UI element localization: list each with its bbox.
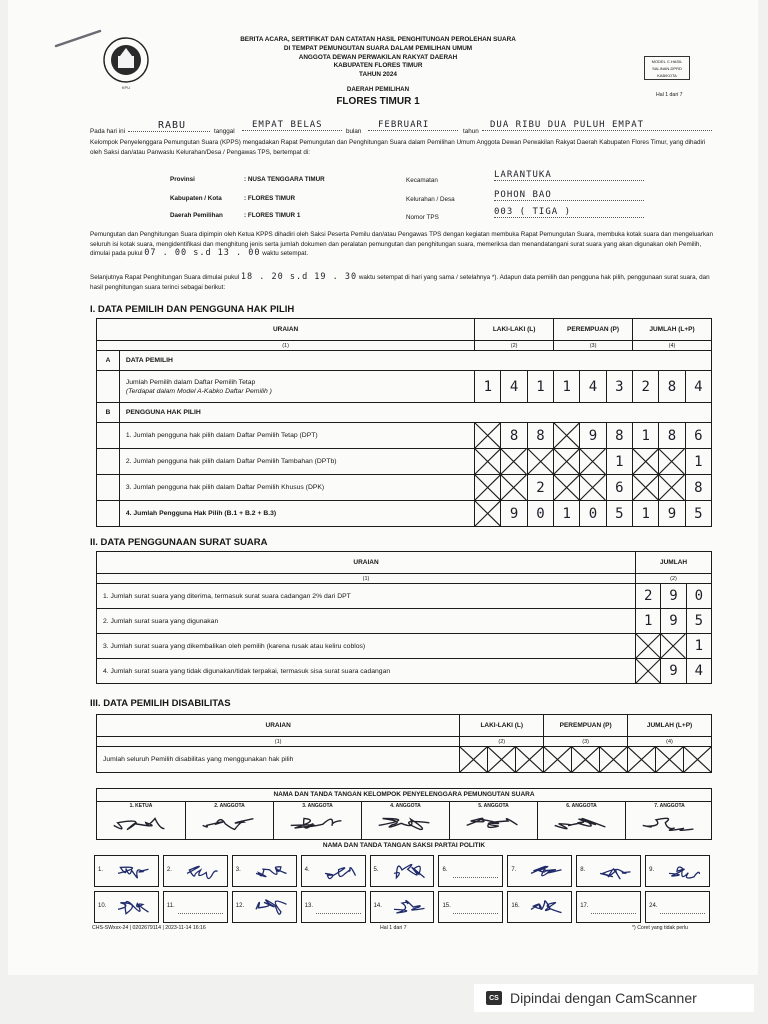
- s1-b1-l-crossed-0: [475, 423, 501, 449]
- saksi-signature-scribble: [387, 895, 434, 921]
- bulan-label: bulan: [346, 128, 362, 135]
- saksi-number-label: 2.: [166, 867, 172, 873]
- saksi-signature-scribble: [593, 859, 640, 885]
- saksi-blank-line: [660, 913, 705, 914]
- form-code-2: SALINAN-DPRD: [652, 66, 682, 71]
- saksi-signature-cell: [370, 891, 435, 923]
- s1-header-uraian: URAIAN: [97, 319, 475, 341]
- kpps-signature-cell: [273, 802, 361, 839]
- s2-r2-digit-0: 1: [636, 609, 661, 634]
- saksi-signature-cell: [507, 891, 572, 923]
- saksi-signature-scribble: [318, 859, 365, 885]
- s1-num-2: (2): [475, 341, 554, 351]
- s1-b3-j-crossed-0: [633, 475, 659, 501]
- document-sheet: [8, 0, 758, 975]
- s1-b2-l-crossed-2: [527, 449, 553, 475]
- saksi-signature-cell: [370, 855, 435, 887]
- tahun-value: DUA RIBU DUA PULUH EMPAT: [482, 120, 712, 131]
- s2-num-1: (1): [97, 574, 636, 584]
- camscanner-watermark: [474, 984, 754, 1012]
- saksi-number-label: 6.: [442, 867, 448, 873]
- header-line-4: KABUPATEN FLORES TIMUR: [333, 62, 423, 70]
- header-line-5: TAHUN 2024: [359, 71, 397, 79]
- dapil-label: DAERAH PEMILIHAN: [346, 86, 410, 93]
- saksi-signature-cell: [301, 855, 366, 887]
- saksi-signature-cell: [232, 891, 297, 923]
- counting-end: waktu setempat di hari yang sama / setelahnya *). Adapun data pemilih dan pengguna hak pilih, penggunaan surat suara, dan hasil penghitungan suara terinci sebagai berikut:: [90, 274, 710, 291]
- s3-row-r1: [97, 747, 712, 773]
- s3-crossed-cell-5: [600, 747, 628, 773]
- saksi-signature-scribble: [524, 895, 571, 921]
- footer-page: Hal 1 dari 7: [380, 925, 407, 931]
- s1-a-j-2: 4: [685, 371, 711, 403]
- provinsi-value: : NUSA TENGGARA TIMUR: [244, 176, 325, 183]
- s1-a-p-2: 3: [606, 371, 632, 403]
- s1-header-l: LAKI-LAKI (L): [475, 319, 554, 341]
- s2-r3-crossed-cell-0: [636, 634, 661, 659]
- tps-label: Nomor TPS: [406, 214, 439, 221]
- kpps-role-label: 2. ANGGOTA: [214, 803, 245, 809]
- s1-b1-j-2: 6: [685, 423, 711, 449]
- s1-b3-p-crossed-1: [580, 475, 606, 501]
- procedure-time: 07 . 00 s.d 13 . 00: [144, 248, 261, 259]
- s1-b1-j-1: 8: [659, 423, 685, 449]
- saksi-signature-scribble: [180, 859, 227, 885]
- s1-b1-p-2: 8: [606, 423, 632, 449]
- saksi-number-label: 11.: [166, 903, 175, 909]
- header-line-1: BERITA ACARA, SERTIFIKAT DAN CATATAN HASIL PENGHITUNGAN PEROLEHAN SUARA: [240, 36, 516, 43]
- saksi-number-label: 5.: [373, 867, 379, 873]
- saksi-signature-scribble: [387, 859, 434, 885]
- cross-mark-icon: [501, 449, 526, 474]
- saksi-signature-cell: [163, 855, 228, 887]
- s1-b4-label: 4. Jumlah Pengguna Hak Pilih (B.1 + B.2 + B.3): [119, 501, 474, 527]
- kpps-signature-cell: [449, 802, 537, 839]
- form-code-3: KAB/KOTA: [657, 73, 677, 78]
- saksi-number-label: 10.: [98, 903, 107, 909]
- footer-code: CHS-SWxxx-24 | 0202679114 | 2023-11-14 16:16: [92, 925, 206, 931]
- saksi-number-label: 1.: [98, 867, 104, 873]
- kecamatan-label: Kecamatan: [406, 177, 438, 184]
- s1-a-l-2: 1: [527, 371, 553, 403]
- s1-b4-p-1: 0: [580, 501, 606, 527]
- s1-b2-j-crossed-0: [633, 449, 659, 475]
- procedure-text: Pemungutan dan Penghitungan Suara dipimpin oleh Ketua KPPS dihadiri oleh Saksi Peserta Pemilu dan/atau Pengawas TPS dengan kegiatan membuka Rapat Pemungutan Suara, membuka kotak suara dan mengeluarkan seluruh isi kotak suara, mengidentifikasi dan menghitung jenis serta jumlah dokumen dan peralatan pemungutan dan penghitungan suara, memeriksa dan menandatangani surat suara yang akan digunakan oleh Pemilih, dimulai pada pukul: [90, 231, 713, 258]
- saksi-signature-cell: [645, 891, 710, 923]
- s1-b4-j-1: 9: [659, 501, 685, 527]
- s1-b4-l-crossed-0: [475, 501, 501, 527]
- kpps-signature-cell: [361, 802, 449, 839]
- section-3-title: III. DATA PEMILIH DISABILITAS: [90, 698, 231, 709]
- s1-b1-label: 1. Jumlah pengguna hak pilih dalam Daftar Pemilih Tetap (DPT): [119, 423, 474, 449]
- s1-b1-l-1: 8: [501, 423, 527, 449]
- saksi-signature-scribble: [662, 859, 709, 885]
- saksi-blank-line: [453, 877, 498, 878]
- s1-b4-j-0: 1: [633, 501, 659, 527]
- s1-b4-p-0: 1: [554, 501, 580, 527]
- section-3-table: [96, 714, 712, 773]
- cross-mark-icon: [544, 747, 571, 772]
- dapil-name: FLORES TIMUR 1: [336, 96, 420, 107]
- s1-header-j: JUMLAH (L+P): [633, 319, 712, 341]
- s1-b3-l-2: 2: [527, 475, 553, 501]
- s2-header-j: JUMLAH: [636, 552, 712, 574]
- s1-a-label: Jumlah Pemilih dalam Daftar Pemilih Tetap: [125, 378, 256, 386]
- saksi-number-label: 8.: [580, 867, 586, 873]
- kpps-role-label: 5. ANGGOTA: [478, 803, 509, 809]
- pen-stroke-mark: [54, 28, 104, 50]
- cross-mark-icon: [580, 449, 605, 474]
- cross-mark-icon: [475, 449, 500, 474]
- cross-mark-icon: [475, 475, 500, 500]
- dapil-field-value: : FLORES TIMUR 1: [244, 212, 301, 219]
- saksi-number-label: 24.: [649, 903, 658, 909]
- s2-r1-digit-1: 9: [661, 584, 686, 609]
- saksi-number-label: 7.: [511, 867, 517, 873]
- s3-header-p: PEREMPUAN (P): [544, 715, 628, 737]
- cross-mark-icon: [475, 423, 500, 448]
- form-code-1: MODEL C.HASIL: [651, 59, 683, 64]
- s2-row-r3: [97, 634, 712, 659]
- document-header: [178, 36, 578, 80]
- s3-header-uraian: URAIAN: [97, 715, 460, 737]
- s1-b3-j-2: 8: [685, 475, 711, 501]
- s1-b4-p-2: 5: [606, 501, 632, 527]
- s1-row-b1: [97, 423, 712, 449]
- camscanner-logo-icon: CS: [486, 991, 502, 1005]
- s2-r4-label: 4. Jumlah surat suara yang tidak digunakan/tidak terpakai, termasuk sisa surat suara cadangan: [97, 659, 636, 684]
- tanggal-value: EMPAT BELAS: [242, 120, 342, 131]
- saksi-blank-line: [316, 913, 361, 914]
- s2-r2-digit-2: 5: [686, 609, 711, 634]
- s1-a-p-1: 4: [580, 371, 606, 403]
- s1-b3-p-crossed-0: [554, 475, 580, 501]
- footer-note: *) Coret yang tidak perlu: [632, 925, 688, 931]
- s2-r4-digit-1: 9: [661, 659, 686, 684]
- kpps-signature-cell: [185, 802, 273, 839]
- s1-b1-p-1: 9: [580, 423, 606, 449]
- kpps-signature-scribble: [631, 811, 709, 837]
- s1-b4-j-2: 5: [685, 501, 711, 527]
- s1-row-b3: [97, 475, 712, 501]
- saksi-signature-title: NAMA DAN TANDA TANGAN SAKSI PARTAI POLITIK: [322, 842, 486, 849]
- kpps-signature-cell: [97, 802, 185, 839]
- saksi-signature-scribble: [111, 859, 158, 885]
- saksi-signature-cell: [94, 891, 159, 923]
- s2-r1-digit-0: 2: [636, 584, 661, 609]
- s1-row-b2: [97, 449, 712, 475]
- svg-text:KPU: KPU: [121, 85, 131, 90]
- s1-b2-p-2: 1: [606, 449, 632, 475]
- procedure-end: waktu setempat.: [262, 250, 309, 258]
- s1-b1-p-crossed-0: [554, 423, 580, 449]
- procedure-paragraph: [90, 230, 714, 259]
- kpps-role-label: 1. KETUA: [129, 803, 153, 809]
- cross-mark-icon: [600, 747, 627, 772]
- section-2-table: [96, 551, 712, 684]
- cross-mark-icon: [636, 659, 660, 683]
- kelurahan-label: Kelurahan / Desa: [406, 196, 455, 203]
- s1-a-letter: A: [97, 351, 120, 371]
- saksi-number-label: 4.: [304, 867, 310, 873]
- s1-a-title: DATA PEMILIH: [119, 351, 711, 371]
- s3-num-4: (4): [628, 737, 712, 747]
- kpps-signature-scribble: [279, 811, 357, 837]
- saksi-signature-cell: [507, 855, 572, 887]
- kelurahan-value: POHON BAO: [494, 190, 644, 201]
- saksi-signature-scribble: [524, 859, 571, 885]
- kpps-signature-scribble: [102, 811, 180, 837]
- s3-crossed-cell-3: [544, 747, 572, 773]
- cross-mark-icon: [628, 747, 655, 772]
- saksi-signature-cell: [163, 891, 228, 923]
- saksi-number-label: 3.: [235, 867, 241, 873]
- s1-b3-p-2: 6: [606, 475, 632, 501]
- section-1-table: [96, 318, 712, 527]
- s1-b4-l-2: 0: [527, 501, 553, 527]
- s3-crossed-cell-2: [516, 747, 544, 773]
- s1-b1-l-2: 8: [527, 423, 553, 449]
- s1-header-p: PEREMPUAN (P): [554, 319, 633, 341]
- s3-header-l: LAKI-LAKI (L): [460, 715, 544, 737]
- cross-mark-icon: [661, 634, 685, 658]
- provinsi-label: Provinsi: [170, 176, 195, 183]
- saksi-signature-cell: [94, 855, 159, 887]
- s2-row-r4: [97, 659, 712, 684]
- saksi-number-label: 13.: [304, 903, 313, 909]
- cross-mark-icon: [659, 449, 684, 474]
- cross-mark-icon: [460, 747, 487, 772]
- cross-mark-icon: [572, 747, 599, 772]
- saksi-blank-line: [591, 913, 636, 914]
- saksi-signature-grid: [92, 855, 712, 927]
- saksi-signature-cell: [645, 855, 710, 887]
- counting-text: Selanjutnya Rapat Penghitungan Suara dimulai pukul: [90, 274, 240, 281]
- cross-mark-icon: [636, 634, 660, 658]
- form-code-box: [644, 56, 690, 80]
- camscanner-text: Dipindai dengan CamScanner: [510, 990, 697, 1006]
- s1-b-title: PENGGUNA HAK PILIH: [119, 403, 711, 423]
- cross-mark-icon: [501, 475, 526, 500]
- pada-hari-ini-label: Pada hari ini: [90, 128, 126, 135]
- s1-b2-j-crossed-1: [659, 449, 685, 475]
- page-number-top: Hal 1 dari 7: [656, 92, 683, 98]
- section-1-title: I. DATA PEMILIH DAN PENGGUNA HAK PILIH: [90, 304, 295, 315]
- s2-r2-digit-1: 9: [661, 609, 686, 634]
- kabupaten-value: : FLORES TIMUR: [244, 195, 296, 202]
- counting-paragraph: [90, 273, 714, 292]
- s1-a-j-1: 8: [659, 371, 685, 403]
- cross-mark-icon: [656, 747, 683, 772]
- s3-crossed-cell-7: [656, 747, 684, 773]
- kpps-role-label: 7. ANGGOTA: [654, 803, 685, 809]
- saksi-signature-scribble: [111, 895, 158, 921]
- saksi-signature-cell: [438, 891, 503, 923]
- s1-b3-l-crossed-1: [501, 475, 527, 501]
- kabupaten-label: Kabupaten / Kota: [170, 195, 222, 202]
- saksi-number-label: 14.: [373, 903, 382, 909]
- cross-mark-icon: [554, 475, 579, 500]
- s3-crossed-cell-8: [684, 747, 712, 773]
- saksi-number-label: 17.: [580, 903, 589, 909]
- kecamatan-value: LARANTUKA: [494, 170, 644, 181]
- s3-crossed-cell-6: [628, 747, 656, 773]
- s2-r3-crossed-cell-1: [661, 634, 686, 659]
- cross-mark-icon: [516, 747, 543, 772]
- section-2-title: II. DATA PENGGUNAAN SURAT SUARA: [90, 537, 268, 548]
- s1-b2-label: 2. Jumlah pengguna hak pilih dalam Daftar Pemilih Tambahan (DPTb): [119, 449, 474, 475]
- s1-row-b4: [97, 501, 712, 527]
- s1-b2-j-2: 1: [685, 449, 711, 475]
- s1-num-3: (3): [554, 341, 633, 351]
- s1-b2-p-crossed-1: [580, 449, 606, 475]
- s3-num-3: (3): [544, 737, 628, 747]
- hari-value: RABU: [128, 120, 210, 132]
- kpps-signature-cell: [537, 802, 625, 839]
- s1-b2-l-crossed-0: [475, 449, 501, 475]
- s1-b2-p-crossed-0: [554, 449, 580, 475]
- kpps-signature-cell: [625, 802, 713, 839]
- kpps-signature-scribble: [191, 811, 269, 837]
- saksi-blank-line: [178, 913, 223, 914]
- s1-b3-j-crossed-1: [659, 475, 685, 501]
- opening-paragraph: Kelompok Penyelenggara Pemungutan Suara (KPPS) mengadakan Rapat Pemungutan dan Penghitungan Suara dalam Pemilihan Umum Anggota Dewan Perwakilan Rakyat Daerah Kabupaten Flores Timur, yang dihadiri oleh Saksi dan/atau Panwaslu Kelurahan/Desa / Pengawas TPS, bertempat di:: [90, 139, 706, 156]
- cross-mark-icon: [684, 747, 711, 772]
- header-line-3: ANGGOTA DEWAN PERWAKILAN RAKYAT DAERAH: [298, 53, 458, 61]
- s3-header-j: JUMLAH (L+P): [628, 715, 712, 737]
- s1-b3-l-crossed-0: [475, 475, 501, 501]
- cross-mark-icon: [633, 475, 658, 500]
- saksi-number-label: 15.: [442, 903, 451, 909]
- bulan-value: FEBRUARI: [368, 120, 458, 131]
- s3-crossed-cell-4: [572, 747, 600, 773]
- tps-value: 003 ( TIGA ): [494, 207, 644, 218]
- cross-mark-icon: [554, 423, 579, 448]
- s2-header-uraian: URAIAN: [97, 552, 636, 574]
- s2-r3-digit-2: 1: [686, 634, 711, 659]
- saksi-signature-cell: [438, 855, 503, 887]
- cross-mark-icon: [580, 475, 605, 500]
- saksi-number-label: 9.: [649, 867, 655, 873]
- saksi-signature-scribble: [249, 859, 296, 885]
- s1-b4-l-1: 9: [501, 501, 527, 527]
- dapil-field-label: Daerah Pemilihan: [170, 212, 223, 219]
- saksi-signature-cell: [232, 855, 297, 887]
- s2-num-2: (2): [636, 574, 712, 584]
- s3-crossed-cell-1: [488, 747, 516, 773]
- s3-crossed-cell-0: [460, 747, 488, 773]
- counting-time: 18 . 20 s.d 19 . 30: [240, 272, 358, 282]
- s3-num-2: (2): [460, 737, 544, 747]
- s1-num-4: (4): [633, 341, 712, 351]
- s2-r2-label: 2. Jumlah surat suara yang digunakan: [97, 609, 636, 634]
- kpps-signature-scribble: [543, 811, 621, 837]
- s1-a-l-1: 4: [501, 371, 527, 403]
- s1-b1-j-0: 1: [633, 423, 659, 449]
- s1-row-a: [97, 371, 712, 403]
- tanggal-label: tanggal: [214, 128, 235, 135]
- s1-b-letter: B: [97, 403, 120, 423]
- cross-mark-icon: [475, 501, 500, 526]
- saksi-signature-cell: [301, 891, 366, 923]
- s2-r4-digit-2: 4: [686, 659, 711, 684]
- s3-num-1: (1): [97, 737, 460, 747]
- s1-num-1: (1): [97, 341, 475, 351]
- s2-r1-digit-2: 0: [686, 584, 711, 609]
- kpps-role-label: 6. ANGGOTA: [566, 803, 597, 809]
- saksi-blank-line: [453, 913, 498, 914]
- s1-a-l-0: 1: [475, 371, 501, 403]
- kpps-signature-scribble: [367, 811, 445, 837]
- saksi-signature-scribble: [249, 895, 296, 921]
- kpps-role-label: 4. ANGGOTA: [390, 803, 421, 809]
- kpps-signature-row: [96, 802, 712, 840]
- cross-mark-icon: [488, 747, 515, 772]
- cross-mark-icon: [554, 449, 579, 474]
- saksi-signature-cell: [576, 891, 641, 923]
- s2-r4-crossed-cell-0: [636, 659, 661, 684]
- s1-a-p-0: 1: [554, 371, 580, 403]
- cross-mark-icon: [633, 449, 658, 474]
- s2-row-r1: [97, 584, 712, 609]
- s1-b2-l-crossed-1: [501, 449, 527, 475]
- s2-r1-label: 1. Jumlah surat suara yang diterima, termasuk surat suara cadangan 2% dari DPT: [97, 584, 636, 609]
- kpps-signature-title: NAMA DAN TANDA TANGAN KELOMPOK PENYELENGGARA PEMUNGUTAN SUARA: [96, 788, 712, 802]
- s1-a-sublabel: (Terdapat dalam Model A-Kabko Daftar Pemilih ): [125, 387, 272, 395]
- cross-mark-icon: [528, 449, 553, 474]
- saksi-signature-cell: [576, 855, 641, 887]
- kpu-logo-icon: [100, 34, 152, 92]
- s3-r1-label: Jumlah seluruh Pemilih disabilitas yang menggunakan hak pilih: [97, 747, 460, 773]
- s2-row-r2: [97, 609, 712, 634]
- s2-r3-label: 3. Jumlah surat suara yang dikembalikan oleh pemilih (karena rusak atau keliru coblos): [103, 642, 366, 650]
- tahun-label: tahun: [463, 128, 479, 135]
- s1-b3-label: 3. Jumlah pengguna hak pilih dalam Daftar Pemilih Khusus (DPK): [119, 475, 474, 501]
- s1-a-j-0: 2: [633, 371, 659, 403]
- cross-mark-icon: [659, 475, 684, 500]
- saksi-number-label: 16.: [511, 903, 520, 909]
- saksi-number-label: 12.: [235, 903, 245, 909]
- kpps-signature-scribble: [455, 811, 533, 837]
- header-line-2: DI TEMPAT PEMUNGUTAN SUARA DALAM PEMILIHAN UMUM: [283, 44, 473, 52]
- kpps-role-label: 3. ANGGOTA: [302, 803, 333, 809]
